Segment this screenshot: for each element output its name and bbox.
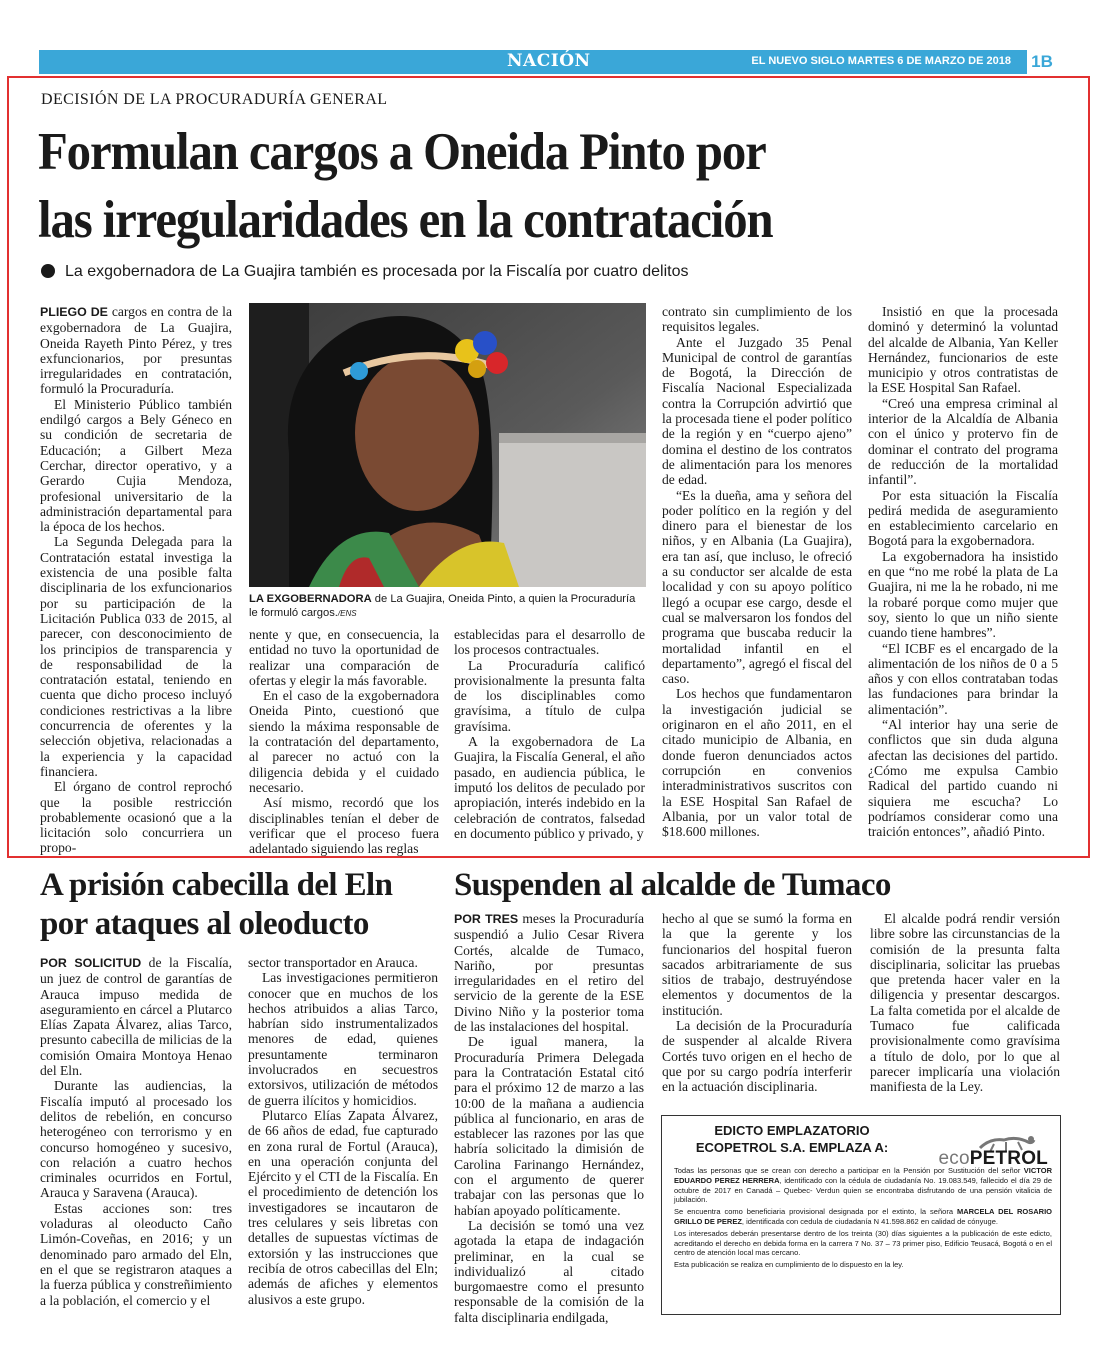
article-photo xyxy=(249,303,646,587)
bullet-icon xyxy=(41,264,55,278)
paragraph: PLIEGO DE cargos en contra de la exgobernadora de La Guajira, Oneida Rayeth Pinto Pérez, y tres exfuncionarios, por presuntas irregularidades en contratación, formuló la Procuraduría. xyxy=(40,304,232,397)
paragraph: La Procuraduría calificó provisionalmente la presunta falta de los disciplinables como gravísima, a título de culpa gravísima. xyxy=(454,657,645,734)
paragraph: A la exgobernadora de La Guajira, la Fiscalía General, el año pasado, en audiencia pública, le imputó los delitos de peculado por apropiación, interés indebido en la celebración de contratos, falsedad en documento público y privado, y xyxy=(454,734,645,841)
tumaco-col-1 xyxy=(454,911,644,1325)
page-header-bar xyxy=(39,50,1057,74)
caption-lead: LA EXGOBERNADORA xyxy=(249,593,372,605)
lead-in: POR TRES xyxy=(454,912,519,926)
paragraph: Estas acciones son: tres voladuras al oleoducto Caño Limón-Coveñas, en 2016; y un denominado paro armado del Eln, en el que se registraron ataques a la fuerza pública y constreñimiento a la población, el comercio y el xyxy=(40,1200,232,1308)
edict-paragraph: Los interesados deberán presentarse dentro de los treinta (30) días siguientes a la publicación de este edicto, acreditando el derecho en debida forma en la carrera 7 No. 37 – 73 primer piso, Edificio Teusacá, Bogotá o en el centro de atención local mas cercano. xyxy=(674,1228,1052,1258)
paragraph: contrato sin cumplimiento de los requisitos legales. xyxy=(662,304,852,335)
edict-paragraph: Se encuentra como beneficiaria provisional designada por el extinto, la señora MARCELA DEL ROSARIO GRILLO DE PEREZ, identificada con cedula de ciudadanía N 41.598.862 en calidad de cónyuge. xyxy=(674,1207,1052,1226)
paragraph: hecho al que se sumó la forma en la que la gerente y los funcionarios del hospital fueron sacados arbitrariamente de sus sitios de trabajo, destruyéndose elementos y documentos de la institución. xyxy=(662,911,852,1018)
paragraph: El Ministerio Público también endilgó cargos a Bely Géneco en su condición de secretaria de Educación; a Gilbert Meza Cerchar, director operativo, y a Gerardo Cujia Mendoza, profesional universitario de la administración departamental para la época de los hechos. xyxy=(40,396,232,535)
paragraph: En el caso de la exgobernadora Oneida Pinto, cuestionó que siendo la máxima responsable de la contratación del departamento, al parecer no actuó con la diligencia debida y el cuidado necesario. xyxy=(249,688,439,795)
paragraph: La Segunda Delegada para la Contratación estatal investiga la existencia de una posible falta disciplinaria de los exfuncionarios por su participación de la Licitación Publica 033 de 2015, al parecer, con desconocimiento de los principios de transparencia y de responsabilidad de la contratación estatal, teniendo en cuenta que dicho proceso incluyó condiciones restrictivas a la libre concurrencia de oferentes y la selección objetiva, relacionadas a la experiencia y la capacidad financiera. xyxy=(40,534,232,779)
article-headline xyxy=(38,118,967,254)
paragraph: Durante las audiencias, la Fiscalía imputó al procesado los delitos de rebelión, en concurso heterogéneo con terrorismo y en concurso homogéneo y sucesivo, con relación a cuatro hechos criminales ocurridos en Fortul, Arauca y Saravena (Arauca). xyxy=(40,1078,232,1201)
tumaco-col-3 xyxy=(870,911,1060,1095)
edict-title: EDICTO EMPLAZATORIO ECOPETROL S.A. EMPLAZA A: xyxy=(695,1123,889,1155)
paragraph: POR TRES meses la Procuraduría suspendió a Julio Cesar Rivera Cortés, alcalde de Tumaco, Nariño, por presuntas irregularidades en el retiro del servicio de la gerente de la ESE Divino Niño y la posterior toma de las instalaciones del hospital. xyxy=(454,911,645,1035)
dateline: EL NUEVO SIGLO MARTES 6 DE MARZO DE 2018 xyxy=(751,55,1011,67)
photo-credit: /ENS xyxy=(337,609,357,618)
portrait-image xyxy=(249,303,646,587)
article-kicker: DECISIÓN DE LA PROCURADURÍA GENERAL xyxy=(41,91,388,108)
section-name: NACIÓN xyxy=(507,51,591,71)
paragraph: nente y que, en consecuencia, la entidad no tuvo la oportunidad de realizar una comparación de ofertas y elegir la más favorable. xyxy=(249,627,439,688)
paragraph: POR SOLICITUD de la Fiscalía, un juez de control de garantías de Arauca impuso medida de aseguramiento en cárcel a Plutarco Elías Zapata Álvarez, alias Tarco, presunto cabecilla de milicias de la comisión Omaira Montoya Henao del Eln. xyxy=(40,955,232,1079)
paragraph: Ante el Juzgado 35 Penal Municipal de control de garantías de Bogotá, la Dirección de Fiscalía Nacional Especializada contra la Corrupción advirtió que la procesada tiene el poder político de la región y en “cuerpo ajeno” domina el destino de los contratos de alimentación para los menores de edad. xyxy=(662,334,852,488)
paragraph: “Es la dueña, ama y señora del poder político en la región y del dinero para el bienestar de los niños, y en Albania (La Guajira), era tan así, que incluso, le ofreció a su conductor ser alcalde de esta localidad y con su apoyo político llegó a ocupar ese cargo, desde el cual se malversaron los fondos del programa que buscaba reducir la mortalidad infantil en el departamento”, agregó el fiscal del caso. xyxy=(662,487,852,687)
paragraph: La decisión de la Procuraduría de suspender al alcalde Rivera Cortés tuvo origen en el hecho de que por su cargo podría interferir en la actuación disciplinaria. xyxy=(662,1018,852,1095)
paragraph: El órgano de control reprochó que la posible restricción probablemente ocasionó que a la licitación solo concurriera un propo- xyxy=(40,779,232,856)
main-col-1 xyxy=(40,304,232,856)
paragraph: Por esta situación la Fiscalía pedirá medida de aseguramiento en establecimiento carcelario en Bogotá para la exgobernadora. xyxy=(868,487,1058,549)
headline-line-2: las irregularidades en la contratación xyxy=(38,191,773,249)
ecopetrol-logo: ecoPETROL xyxy=(926,1130,1048,1170)
eln-headline-line-1: A prisión cabecilla del Eln xyxy=(40,867,393,903)
edict-paragraph: Esta publicación se realiza en cumplimiento de lo dispuesto en la ley. xyxy=(674,1260,904,1270)
eln-col-1 xyxy=(40,955,232,1308)
paragraph: “Al interior hay una serie de conflictos que sin duda alguna afectan las decisiones del partido. ¿Cómo me expulsa Cambio Radical del partido cuando ni siquiera me escucha? Lo podríamos considerar como una traición entonces”, añadió Pinto. xyxy=(868,717,1058,840)
paragraph: “Creó una empresa criminal al interior de la Alcaldía de Albania con el único y protervo fin de dominar el contrato del programa de reducción de la mortalidad infantil”. xyxy=(868,395,1058,488)
edict-notice-box xyxy=(661,1115,1061,1315)
main-col-3 xyxy=(454,627,645,841)
eln-col-2 xyxy=(248,955,438,1307)
photo-caption: LA EXGOBERNADORA de La Guajira, Oneida Pinto, a quien la Procuraduría le formuló cargos./ENS xyxy=(249,593,636,619)
paragraph: establecidas para el desarrollo de los procesos contractuales. xyxy=(454,627,645,658)
subhead-text: La exgobernadora de La Guajira también es procesada por la Fiscalía por cuatro delitos xyxy=(65,263,689,280)
main-col-5 xyxy=(868,304,1058,839)
paragraph: Así mismo, recordó que los disciplinables tenían el deber de verificar que el proceso fuera adelantado siguiendo las reglas xyxy=(249,795,439,857)
paragraph: El alcalde podrá rendir versión libre sobre las circunstancias de la comisión de la presunta falta disciplinaria, solicitar las pruebas que pretenda hacer valer en la diligencia y presentar descargos. La falta cometida por el alcalde de Tumaco fue calificada provisionalmente como gravísima a título de dolo, por lo que al parecer implicaría una violación manifiesta de la Ley. xyxy=(870,911,1060,1095)
edict-body xyxy=(674,1166,1052,1272)
paragraph: Los hechos que fundamentaron la investigación judicial se originaron en el año 2011, en el citado municipio de Albania, en donde fueron denunciados actos corrupción en convenios interadministrativos suscritos con la ESE Hospital San Rafael de Albania, por un valor total de $18.600 millones. xyxy=(662,686,852,840)
headline-line-1: Formulan cargos a Oneida Pinto por xyxy=(38,123,766,181)
page-number: 1B xyxy=(1027,50,1057,74)
paragraph: Plutarco Elías Zapata Álvarez, de 66 años de edad, fue capturado en zona rural de Fortul (Arauca), en una operación conjunta del Ejército y el CTI de la Fiscalía. En el procedimiento de detención los investigadores se incautaron de tres celulares y seis libretas con detalles de supuestas víctimas de extorsión y las instrucciones que recibía de otros cabecillas del Eln; además de afiches y elementos alusivos a este grupo. xyxy=(248,1107,438,1307)
lead-in: POR SOLICITUD xyxy=(40,956,142,970)
paragraph: La exgobernadora ha insistido en que “no me robé la plata de La Guajira, ni me la he robado, ni me la robaré porque como mujer que soy, siento lo que un niño siente cuando tiene hambres”. xyxy=(868,548,1058,641)
edict-paragraph: Todas las personas que se crean con derecho a participar en la Pensión por Sustitución del señor VICTOR EDUARDO PEREZ HERRERA, identificado con la cédula de ciudadanía No. 19.083.549, fallecido el día 29 de octubre de 2017 en Canadá – Quebec- Verdun quien se encontraba disfrutando de una pensión vitalicia de jubilación. xyxy=(674,1166,1052,1205)
lead-in: PLIEGO DE xyxy=(40,305,108,319)
paragraph: “El ICBF es el encargado de la alimentación de los niños de 0 a 5 años y con ellos contrataban todas las fundaciones para brindar la alimentación”. xyxy=(868,640,1058,717)
eln-headline xyxy=(40,866,440,944)
main-col-4 xyxy=(662,304,852,839)
paragraph: Las investigaciones permitieron conocer que en muchos de los hechos atribuidos a alias Tarco, habrían sido instrumentalizados menores de edad, quienes presuntamente terminaron involucrados en secuestros extorsivos, utilización de métodos de guerra ilícitos y homicidios. xyxy=(248,970,438,1108)
main-col-2 xyxy=(249,627,439,856)
paragraph: sector transportador en Arauca. xyxy=(248,955,418,970)
tumaco-col-2 xyxy=(662,911,852,1095)
article-subhead xyxy=(41,263,688,281)
tumaco-headline: Suspenden al alcalde de Tumaco xyxy=(454,867,891,903)
paragraph: La decisión se tomó una vez agotada la etapa de indagación preliminar, en la cual se individualizó al citado burgomaestre como el presunto responsable de la comisión de la falta disciplinaria endilgada, xyxy=(454,1217,644,1325)
eln-headline-line-2: por ataques al oleoducto xyxy=(40,906,369,942)
paragraph: Insistió en que la procesada dominó y determinó la voluntad del alcalde de Albania, Yan Keller Hernández, funcionarios de este municipio y otros contratistas de la ESE Hospital San Rafael. xyxy=(868,304,1058,396)
paragraph: De igual manera, la Procuraduría Primera Delegada para la Contratación Estatal citó para el próximo 12 de marzo a las 10:00 de la mañana a audiencia pública al funcionario, en aras de establecer las razones por las que habría solicitado la dimisión de Carolina Farinango Hernández, con el argumento de querer trabajar con las personas que lo habían apoyado políticamente. xyxy=(454,1034,644,1218)
